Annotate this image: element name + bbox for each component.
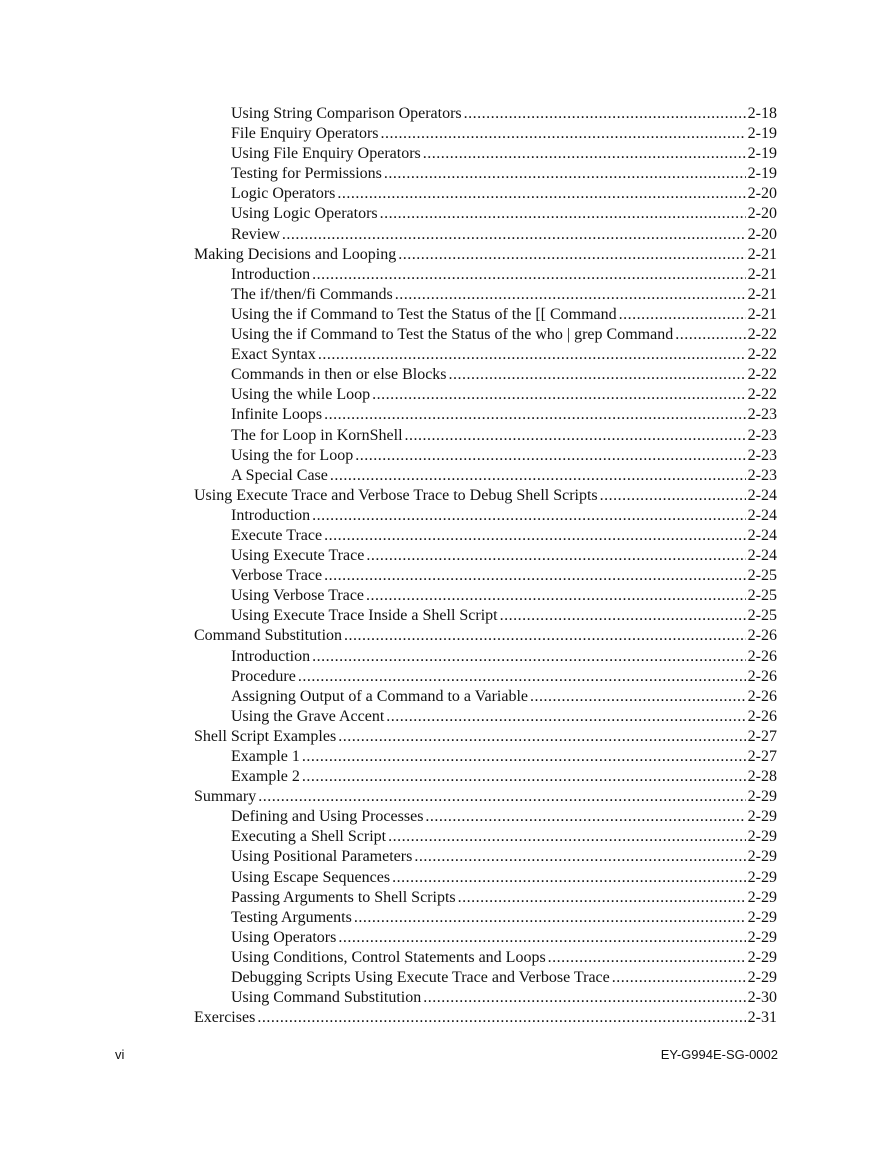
toc-entry-page: 2-29 bbox=[747, 848, 777, 866]
toc-dot-leader bbox=[324, 526, 746, 546]
toc-dot-leader bbox=[324, 566, 746, 586]
toc-entry-title: Executing a Shell Script bbox=[231, 828, 387, 846]
toc-subsection-entry bbox=[194, 164, 777, 184]
toc-section-entry bbox=[194, 727, 777, 747]
toc-subsection-entry bbox=[194, 426, 777, 446]
toc-entry-title: File Enquiry Operators bbox=[231, 125, 379, 143]
toc-entry-page: 2-23 bbox=[747, 426, 777, 444]
toc-dot-leader bbox=[449, 365, 746, 385]
toc-entry-title: Using Execute Trace bbox=[231, 547, 365, 565]
toc-dot-leader bbox=[372, 385, 746, 405]
toc-dot-leader bbox=[381, 124, 746, 144]
toc-entry-page: 2-24 bbox=[747, 486, 777, 504]
toc-entry-title: Exact Syntax bbox=[231, 346, 316, 364]
toc-entry-page: 2-24 bbox=[747, 506, 777, 524]
toc-entry-page: 2-29 bbox=[747, 908, 777, 926]
toc-entry-page: 2-29 bbox=[747, 828, 777, 846]
toc-subsection-entry bbox=[194, 868, 777, 888]
toc-entry-title: Testing for Permissions bbox=[231, 165, 382, 183]
toc-dot-leader bbox=[257, 1008, 745, 1028]
toc-dot-leader bbox=[414, 847, 745, 867]
footer-document-id: EY-G994E-SG-0002 bbox=[660, 1047, 778, 1062]
toc-entry-title: Using Execute Trace Inside a Shell Script bbox=[231, 607, 498, 625]
toc-dot-leader bbox=[405, 426, 746, 446]
toc-dot-leader bbox=[392, 868, 746, 888]
toc-subsection-entry bbox=[194, 888, 777, 908]
toc-entry-title: Introduction bbox=[231, 506, 311, 524]
toc-entry-page: 2-18 bbox=[747, 105, 777, 122]
toc-entry-page: 2-27 bbox=[747, 748, 777, 765]
toc-entry-page: 2-24 bbox=[747, 526, 777, 544]
toc-entry-title: Passing Arguments to Shell Scripts bbox=[231, 888, 456, 906]
toc-subsection-entry bbox=[194, 948, 777, 968]
toc-entry-title: Using Command Substitution bbox=[231, 989, 422, 1007]
toc-dot-leader bbox=[355, 446, 745, 466]
toc-entry-page: 2-26 bbox=[747, 667, 777, 685]
toc-dot-leader bbox=[302, 747, 746, 767]
toc-dot-leader bbox=[354, 908, 746, 928]
toc-subsection-entry bbox=[194, 707, 777, 727]
toc-subsection-entry bbox=[194, 546, 777, 566]
toc-entry-title: Using the while Loop bbox=[231, 386, 371, 404]
toc-entry-title: Using the if Command to Test the Status of the who | grep Command bbox=[231, 326, 674, 344]
toc-subsection-entry bbox=[194, 104, 777, 124]
toc-entry-title: The if/then/fi Commands bbox=[231, 285, 393, 303]
toc-dot-leader bbox=[458, 888, 746, 908]
page-footer bbox=[115, 1047, 778, 1062]
toc-entry-title: Procedure bbox=[231, 667, 296, 685]
toc-dot-leader bbox=[675, 325, 745, 345]
toc-entry-title: Infinite Loops bbox=[231, 406, 323, 424]
toc-entry-title: Making Decisions and Looping bbox=[194, 245, 397, 263]
toc-subsection-entry bbox=[194, 144, 777, 164]
toc-entry-title: Using Conditions, Control Statements and Loops bbox=[231, 948, 546, 966]
toc-dot-leader bbox=[600, 486, 746, 506]
toc-dot-leader bbox=[619, 305, 746, 325]
toc-entry-page: 2-21 bbox=[747, 265, 777, 283]
toc-entry-title: Exercises bbox=[194, 1009, 256, 1027]
toc-dot-leader bbox=[612, 968, 746, 988]
toc-entry-title: Using the Grave Accent bbox=[231, 707, 385, 725]
toc-subsection-entry bbox=[194, 566, 777, 586]
toc-dot-leader bbox=[548, 948, 746, 968]
toc-subsection-entry bbox=[194, 385, 777, 405]
toc-subsection-entry bbox=[194, 747, 777, 767]
toc-dot-leader bbox=[312, 265, 746, 285]
toc-dot-leader bbox=[388, 827, 746, 847]
toc-dot-leader bbox=[384, 164, 746, 184]
footer-page-number: vi bbox=[115, 1047, 125, 1062]
toc-entry-page: 2-27 bbox=[747, 727, 777, 745]
toc-subsection-entry bbox=[194, 466, 777, 486]
toc-entry-page: 2-22 bbox=[747, 346, 777, 364]
toc-subsection-entry bbox=[194, 586, 777, 606]
toc-entry-page: 2-21 bbox=[747, 305, 777, 323]
toc-entry-page: 2-29 bbox=[747, 969, 777, 987]
toc-entry-title: Command Substitution bbox=[194, 627, 343, 645]
toc-entry-title: Using String Comparison Operators bbox=[231, 105, 462, 122]
toc-dot-leader bbox=[312, 647, 746, 667]
toc-entry-page: 2-29 bbox=[747, 948, 777, 966]
toc-entry-page: 2-29 bbox=[747, 808, 777, 826]
toc-entry-page: 2-29 bbox=[747, 868, 777, 886]
toc-entry-title: Using Execute Trace and Verbose Trace to Debug Shell Scripts bbox=[194, 486, 598, 504]
toc-entry-page: 2-23 bbox=[747, 446, 777, 464]
toc-subsection-entry bbox=[194, 506, 777, 526]
toc-dot-leader bbox=[338, 928, 745, 948]
toc-entry-page: 2-21 bbox=[747, 245, 777, 263]
toc-dot-leader bbox=[366, 586, 746, 606]
toc-entry-title: Using Logic Operators bbox=[231, 205, 378, 223]
toc-dot-leader bbox=[318, 345, 746, 365]
toc-entry-title: A Special Case bbox=[231, 466, 328, 484]
toc-entry-page: 2-26 bbox=[747, 627, 777, 645]
toc-entry-page: 2-19 bbox=[747, 145, 777, 163]
toc-dot-leader bbox=[298, 667, 746, 687]
toc-entry-page: 2-22 bbox=[747, 386, 777, 404]
toc-section-entry bbox=[194, 1008, 777, 1028]
toc-entry-page: 2-21 bbox=[747, 285, 777, 303]
toc-entry-page: 2-26 bbox=[747, 707, 777, 725]
toc-entry-page: 2-26 bbox=[747, 687, 777, 705]
toc-dot-leader bbox=[337, 184, 745, 204]
toc-subsection-entry bbox=[194, 647, 777, 667]
toc-entry-page: 2-30 bbox=[747, 989, 777, 1007]
toc-entry-title: Using File Enquiry Operators bbox=[231, 145, 421, 163]
toc-dot-leader bbox=[330, 466, 746, 486]
toc-entry-title: Assigning Output of a Command to a Variable bbox=[231, 687, 528, 705]
toc-entry-page: 2-26 bbox=[747, 647, 777, 665]
toc-entry-title: Debugging Scripts Using Execute Trace and Verbose Trace bbox=[231, 969, 610, 987]
toc-entry-page: 2-28 bbox=[747, 768, 777, 786]
toc-section-entry bbox=[194, 486, 777, 506]
toc-entry-title: Commands in then or else Blocks bbox=[231, 366, 447, 384]
toc-subsection-entry bbox=[194, 968, 777, 988]
toc-subsection-entry bbox=[194, 305, 777, 325]
toc-dot-leader bbox=[338, 727, 745, 747]
toc-dot-leader bbox=[500, 606, 746, 626]
toc-dot-leader bbox=[312, 506, 746, 526]
toc-dot-leader bbox=[344, 626, 746, 646]
toc-entry-page: 2-19 bbox=[747, 125, 777, 143]
toc-subsection-entry bbox=[194, 606, 777, 626]
toc-entry-title: Summary bbox=[194, 788, 257, 806]
toc-entry-page: 2-29 bbox=[747, 928, 777, 946]
toc-entry-page: 2-20 bbox=[747, 205, 777, 223]
toc-subsection-entry bbox=[194, 325, 777, 345]
toc-section-entry bbox=[194, 787, 777, 807]
toc-entry-page: 2-22 bbox=[747, 326, 777, 344]
toc-entry-title: Using Verbose Trace bbox=[231, 587, 365, 605]
toc-dot-leader bbox=[386, 707, 745, 727]
toc-subsection-entry bbox=[194, 526, 777, 546]
toc-dot-leader bbox=[380, 204, 746, 224]
toc-entry-page: 2-23 bbox=[747, 406, 777, 424]
toc-entry-title: Using Operators bbox=[231, 928, 337, 946]
toc-entry-title: Using Positional Parameters bbox=[231, 848, 413, 866]
toc-subsection-entry bbox=[194, 265, 777, 285]
toc-entry-page: 2-19 bbox=[747, 165, 777, 183]
toc-subsection-entry bbox=[194, 365, 777, 385]
toc-subsection-entry bbox=[194, 405, 777, 425]
toc-subsection-entry bbox=[194, 204, 777, 224]
toc-entry-page: 2-29 bbox=[747, 888, 777, 906]
toc-dot-leader bbox=[282, 225, 746, 245]
toc-dot-leader bbox=[464, 104, 746, 124]
toc-entry-title: The for Loop in KornShell bbox=[231, 426, 403, 444]
toc-dot-leader bbox=[324, 405, 746, 425]
toc-subsection-entry bbox=[194, 928, 777, 948]
toc-entry-title: Introduction bbox=[231, 265, 311, 283]
toc-subsection-entry bbox=[194, 908, 777, 928]
toc-entry-title: Using the if Command to Test the Status of the [[ Command bbox=[231, 305, 617, 323]
toc-entry-title: Execute Trace bbox=[231, 526, 323, 544]
table-of-contents bbox=[194, 104, 777, 1028]
toc-entry-page: 2-25 bbox=[747, 567, 777, 585]
toc-entry-page: 2-20 bbox=[747, 225, 777, 243]
toc-entry-title: Introduction bbox=[231, 647, 311, 665]
toc-dot-leader bbox=[258, 787, 745, 807]
toc-section-entry bbox=[194, 245, 777, 265]
toc-subsection-entry bbox=[194, 988, 777, 1008]
toc-entry-title: Logic Operators bbox=[231, 185, 336, 203]
toc-entry-page: 2-25 bbox=[747, 607, 777, 625]
toc-subsection-entry bbox=[194, 827, 777, 847]
toc-dot-leader bbox=[423, 144, 746, 164]
toc-entry-page: 2-20 bbox=[747, 185, 777, 203]
toc-entry-page: 2-25 bbox=[747, 587, 777, 605]
toc-subsection-entry bbox=[194, 667, 777, 687]
toc-entry-page: 2-22 bbox=[747, 366, 777, 384]
toc-entry-title: Verbose Trace bbox=[231, 567, 323, 585]
toc-entry-title: Testing Arguments bbox=[231, 908, 352, 926]
toc-entry-page: 2-24 bbox=[747, 547, 777, 565]
toc-dot-leader bbox=[366, 546, 745, 566]
toc-subsection-entry bbox=[194, 285, 777, 305]
toc-entry-title: Example 2 bbox=[231, 768, 300, 786]
toc-entry-title: Example 1 bbox=[231, 748, 300, 765]
toc-subsection-entry bbox=[194, 345, 777, 365]
toc-entry-page: 2-29 bbox=[747, 788, 777, 806]
toc-dot-leader bbox=[398, 245, 745, 265]
toc-entry-title: Defining and Using Processes bbox=[231, 808, 424, 826]
toc-entry-title: Shell Script Examples bbox=[194, 727, 337, 745]
toc-entry-page: 2-23 bbox=[747, 466, 777, 484]
toc-entry-title: Using Escape Sequences bbox=[231, 868, 391, 886]
toc-entry-title: Using the for Loop bbox=[231, 446, 354, 464]
toc-subsection-entry bbox=[194, 184, 777, 204]
toc-subsection-entry bbox=[194, 687, 777, 707]
toc-dot-leader bbox=[425, 807, 745, 827]
toc-subsection-entry bbox=[194, 124, 777, 144]
toc-subsection-entry bbox=[194, 767, 777, 787]
toc-subsection-entry bbox=[194, 225, 777, 245]
toc-entry-title: Review bbox=[231, 225, 280, 243]
toc-dot-leader bbox=[302, 767, 746, 787]
toc-dot-leader bbox=[395, 285, 746, 305]
toc-dot-leader bbox=[423, 988, 745, 1008]
toc-subsection-entry bbox=[194, 807, 777, 827]
toc-subsection-entry bbox=[194, 446, 777, 466]
toc-subsection-entry bbox=[194, 847, 777, 867]
toc-entry-page: 2-31 bbox=[747, 1009, 777, 1027]
toc-section-entry bbox=[194, 626, 777, 646]
toc-dot-leader bbox=[530, 687, 746, 707]
